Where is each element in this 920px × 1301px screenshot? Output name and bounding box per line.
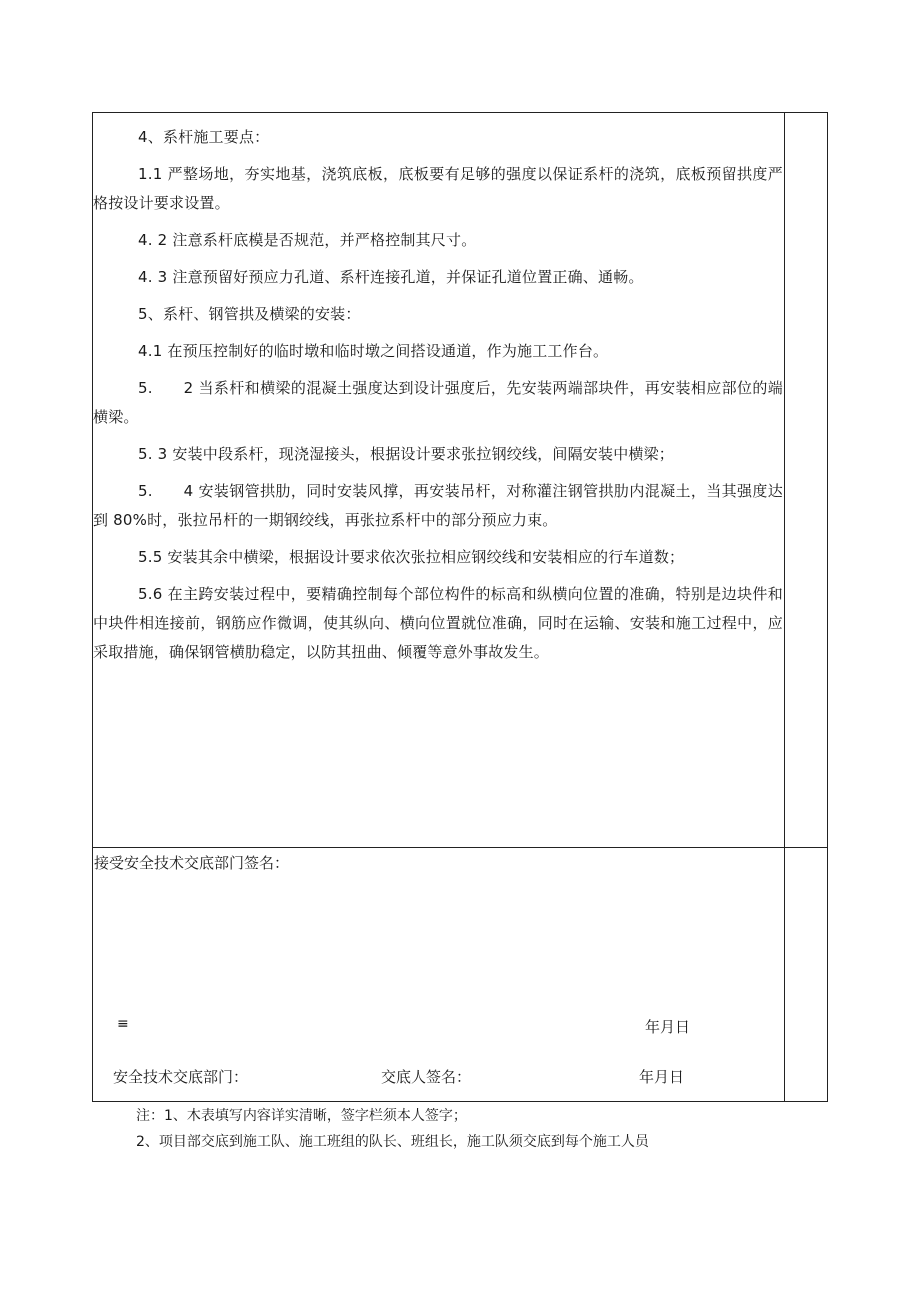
signature-section [93, 848, 783, 1102]
paragraph: 5. 2 当系杆和横梁的混凝土强度达到设计强度后，先安装两端部块件，再安装相应部位的端横梁。 [93, 379, 783, 426]
paragraph: 5.5 安装其余中横梁，根据设计要求依次张拉相应钢绞线和安装相应的行车道数； [138, 548, 685, 566]
note-line: 2、项目部交底到施工队、施工班组的队长、班组长，施工队须交底到每个施工人员 [136, 1134, 649, 1150]
handwritten-mark: ≡ [117, 1016, 129, 1032]
column-divider [784, 113, 785, 1101]
paragraph: 1.1 严整场地，夯实地基，浇筑底板，底板要有足够的强度以保证系杆的浇筑，底板预留拱度严格按设计要求设置。 [93, 165, 783, 212]
notes [136, 1103, 649, 1155]
paragraph: 4. 3 注意预留好预应力孔道、系杆连接孔道，并保证孔道位置正确、通畅。 [138, 268, 644, 286]
paragraph: 4、系杆施工要点： [138, 128, 270, 146]
note-line: 注：1、木表填写内容详实清晰，签字栏须本人签字； [136, 1108, 467, 1124]
disclosure-content [93, 123, 783, 675]
paragraph: 5、系杆、钢管拱及横梁的安装： [138, 305, 361, 323]
signer-label: 交底人签名： [381, 1068, 472, 1086]
date-label: 年月日 [645, 1018, 691, 1036]
dept-label: 安全技术交底部门： [113, 1068, 249, 1086]
receiver-signature-label: 接受安全技术交底部门签名： [94, 854, 290, 872]
paragraph: 4.1 在预压控制好的临时墩和临时墩之间搭设通道，作为施工工作台。 [138, 342, 609, 360]
disclosure-table [92, 112, 828, 1102]
paragraph: 5. 3 安装中段系杆，现浇湿接头，根据设计要求张拉钢绞线，间隔安装中横梁； [138, 445, 674, 463]
paragraph: 4. 2 注意系杆底模是否规范，并严格控制其尺寸。 [138, 231, 477, 249]
paragraph: 5. 4 安装钢管拱肋，同时安装风撑，再安装吊杆，对称灌注钢管拱肋内混凝土，当其强度达到 80%时，张拉吊杆的一期钢绞线，再张拉系杆中的部分预应力束。 [93, 482, 783, 529]
date-label: 年月日 [639, 1068, 685, 1086]
paragraph: 5.6 在主跨安装过程中，要精确控制每个部位构件的标高和纵横向位置的准确，特别是边块件和中块件相连接前，钢筋应作微调，使其纵向、横向位置就位准确，同时在运输、安装和施工过程中，应采取措施，确保钢管横肋稳定，以防其扭曲、倾覆等意外事故发生。 [93, 585, 783, 661]
